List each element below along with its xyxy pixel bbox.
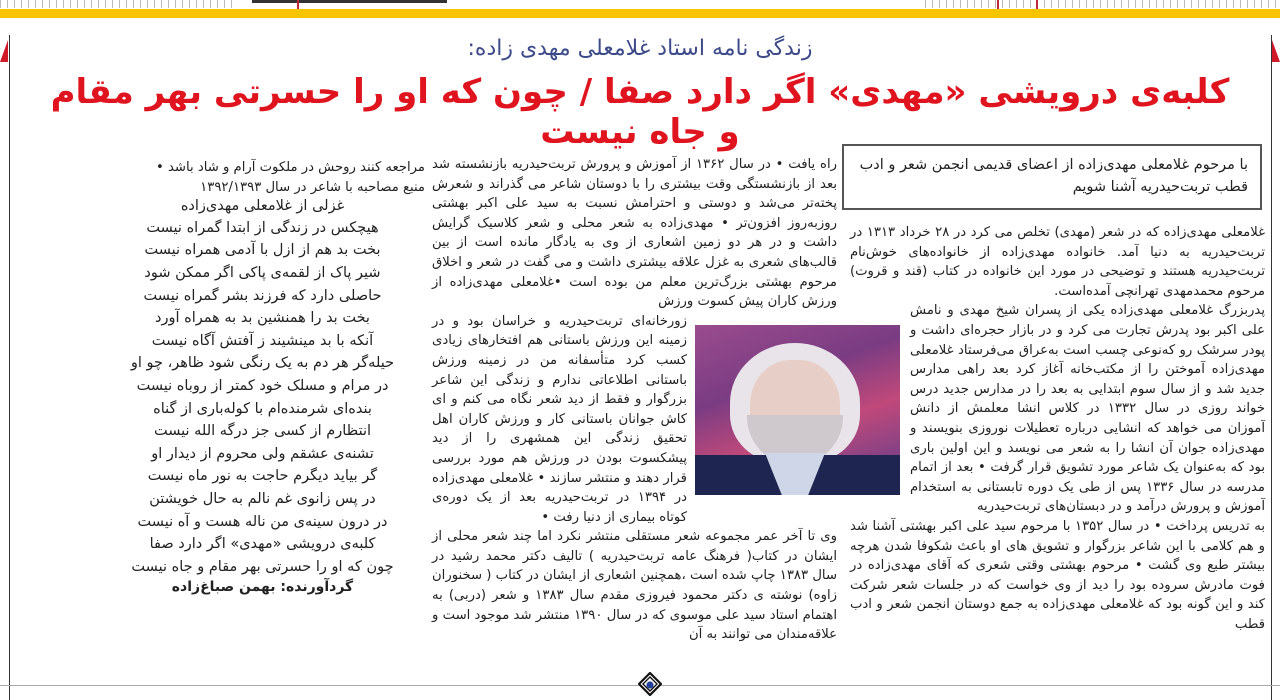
top-ruler bbox=[0, 0, 1280, 8]
poem-line: گر بیاید دیگرم حاجت به نور ماه نیست bbox=[147, 468, 378, 485]
poem-line: تشنه‌ی عشقم ولی محروم از دیدار او bbox=[151, 445, 374, 462]
lead-box: با مرحوم غلامعلی مهدی‌زاده از اعضای قدیمی انجمن شعر و ادب قطب تربت‌حیدریه آشنا شویم bbox=[842, 144, 1262, 210]
paragraph-family: پدربزرگ غلامعلی مهدی‌زاده یکی از پسران شیخ مهدی و نامش علی اکبر بود پدرش تجارت می کرد و در بازار حجره‌ای داشت و پودر سرشک رو که‌نوعی چسب است به‌عراق می‌فرستاد غلامعلی مهدی‌زاده آموختن را از مکتب‌خانه آغاز کرد بعد راهی مدارس جدید شد و از سال سوم ابتدایی به بعد را در مدارس جدید درس خواند روزی در سال ۱۳۳۲ در کلاس انشا معلمش از دانش آموزان می خواهد که انشایی درباره تعطیلات نوروزی بنویسند و مهدی‌زاده جوان آن انشا را به شعر می نویسد و این اولین باری بود که به‌عنوان یک شاعر مورد تشویق قرار گرفت • بعد از اتمام مدرسه در سال ۱۳۳۶ پس از طی یک دوره تابستانی به استخدام آموزش و پرورش درآمد و در دبستان‌های تربت‌حیدریه bbox=[910, 303, 1265, 515]
poem-line: حاصلی دارد که فرزند بشر گمراه نیست bbox=[143, 287, 382, 304]
column-left bbox=[100, 158, 425, 598]
article-kicker: زندگی نامه استاد غلامعلی مهدی زاده: bbox=[467, 36, 813, 61]
poem-line: شیر پاک از لقمه‌ی پاکی اگر ممکن شود bbox=[144, 264, 381, 281]
source-line: منبع مصاحبه با شاعر در سال ۱۳۹۲/۱۳۹۳ bbox=[200, 179, 425, 195]
poem-line: بخت بد هم از ازل با آدمی همراه نیست bbox=[144, 242, 381, 259]
poem-line: بنده‌ای شرمنده‌ام با کوله‌باری از گناه bbox=[153, 400, 372, 417]
ruler-marker bbox=[997, 0, 999, 9]
page-edge-left bbox=[9, 35, 10, 700]
paragraph-publications: وی تا آخر عمر مجموعه شعر مستقلی منتشر نکرد اما چند شعر محلی از ایشان در کتاب( فرهنگ عامه تربت‌حیدریه ) تالیف دکتر محمد رشید در سال ۱۳۸۳ چاپ شده است ،همچنین اشعاری از ایشان در کتاب ( سخنوران زاوه) نوشته ی دکتر محمود فیروزی مقدم سال ۱۳۸۳ و شعر (دربی) به اهتمام استاد سید علی موسوی که در سال ۱۳۹۰ منتشر شد موجود است و علاقه‌مندان می توانند به آن bbox=[432, 529, 837, 643]
author-credit: گردآورنده: بهمن صباغ‌زاده bbox=[171, 579, 354, 596]
poem-line: در پس زانوی غم نالم به حال خویشتن bbox=[149, 490, 376, 507]
poem-line: در درون سینه‌ی من ناله هست و آه نیست bbox=[137, 513, 388, 530]
previous-page-thumbnail bbox=[252, 0, 447, 3]
page-edge-right bbox=[1271, 35, 1272, 700]
poem-line: آنکه با بد مینشیند ز آفتش آگاه نیست bbox=[151, 332, 374, 349]
paragraph-sport: زورخانه‌ای تربت‌حیدریه و خراسان بود و در زمینه این ورزش باستانی هم افتخارهای زیادی کسب کرد متأسفانه من در زمینه ورزش باستانی اطلاعاتی ندارم و زندگی این شاعر بزرگوار و فقط از دید شعر نگاه می کنم و ای کاش جوانان باستانی کار و ورزش کاران اهل تحقیق زندگی این همشهری را از دید پیشکسوت بودن در ورزش هم مورد بررسی قرار دهند و منتشر سازند • غلامعلی مهدی‌زاده در ۱۳۹۴ در تربت‌حیدریه بعد از یک دوره‌ی کوتاه بیماری از دنیا رفت • bbox=[432, 313, 687, 525]
section-band bbox=[0, 9, 1280, 18]
poem-line: انتظارم از کسی جز درگه الله نیست bbox=[153, 423, 372, 440]
poem-line: هیچکس در زندگی از ابتدا گمراه نیست bbox=[146, 219, 379, 236]
edge-marker-left bbox=[0, 40, 8, 62]
closing-line: مراجعه کنند روحش در ملکوت آرام و شاد باشد • bbox=[156, 160, 425, 175]
poem-line: چون که او را حسرتی بهر مقام و جاه نیست bbox=[131, 558, 394, 575]
ruler-ticks-left bbox=[0, 0, 235, 8]
poem-line: حیله‌گر هر دم به یک رنگی شود ظاهر، چو او bbox=[130, 355, 395, 372]
portrait-photo bbox=[695, 325, 900, 495]
ruler-ticks-right bbox=[925, 0, 1280, 8]
ruler-marker bbox=[297, 0, 299, 9]
edge-marker-right bbox=[1272, 40, 1280, 62]
paragraph-birth: غلامعلی مهدی‌زاده که در شعر (مهدی) تخلص می کرد در ۲۸ خرداد ۱۳۱۳ در تربت‌حیدریه به دنیا آمد. خانواده مهدی‌زاده از خانواده‌های خوش‌نام تربت‌حیدریه هستند و توضیحی در مورد این خانواده در کتاب (قند و قروت) مرحوم محمدمهدی تهرانچی آمده‌است. bbox=[850, 225, 1265, 299]
poem-line: کلبه‌ی درویشی «مهدی» اگر دارد صفا bbox=[149, 536, 376, 553]
diamond-ornament-icon bbox=[638, 672, 662, 696]
paragraph-retirement: راه یافت • در سال ۱۳۶۲ از آموزش و پرورش تربت‌حیدریه بازنشسته شد بعد از بازنشستگی وقت بیشتری را با دوستان شاعر می گذراند و شعرش پخته‌تر می‌شد و دوستی و احترامش نسبت به سید علی اکبر بهشتی روزبه‌روز افزون‌تر • مهدی‌زاده به شعر محلی و شعر کلاسیک گرایش داشت و در هر دو زمین اشعاری از وی به یادگار مانده است از بین قالب‌های شعری به غزل علاقه بیشتری داشت و می گفت در شعر و اخلاق مرحوم بهشتی بزرگ‌ترین معلم من بوده است •غلامعلی مهدی‌زاده از ورزش کاران پیش کسوت ورزش bbox=[432, 157, 837, 310]
column-right bbox=[850, 223, 1265, 634]
poem-title: غزلی از غلامعلی مهدی‌زاده bbox=[180, 198, 345, 215]
poem bbox=[100, 217, 425, 579]
article-headline: کلبه‌ی درویشی «مهدی» اگر دارد صفا / چون که او را حسرتی بهر مقام و جاه نیست bbox=[50, 72, 1230, 152]
poem-line: در مرام و مسلک خود کمتر از روباه نیست bbox=[136, 377, 389, 394]
paragraph-career: به تدریس پرداخت • در سال ۱۳۵۲ با مرحوم سید علی اکبر بهشتی آشنا شد و هم کلامی با این شاعر بزرگوار و تشویق های او باعث شکوفا شدن هرچه بیشتر طبع وی گشت • مرحوم بهشتی وقتی شعری که آقای مهدی‌زاده در فوت مادرش سروده بود را دید از وی خواست که در جلسات شعر شرکت کند و این گونه بود که غلامعلی مهدی‌زاده به جمع دوستان انجمن شعر و ادب قطب bbox=[850, 518, 1265, 632]
ruler-marker bbox=[1036, 0, 1038, 9]
poem-line: بخت بد را همنشین بد به همراه آورد bbox=[155, 310, 370, 327]
